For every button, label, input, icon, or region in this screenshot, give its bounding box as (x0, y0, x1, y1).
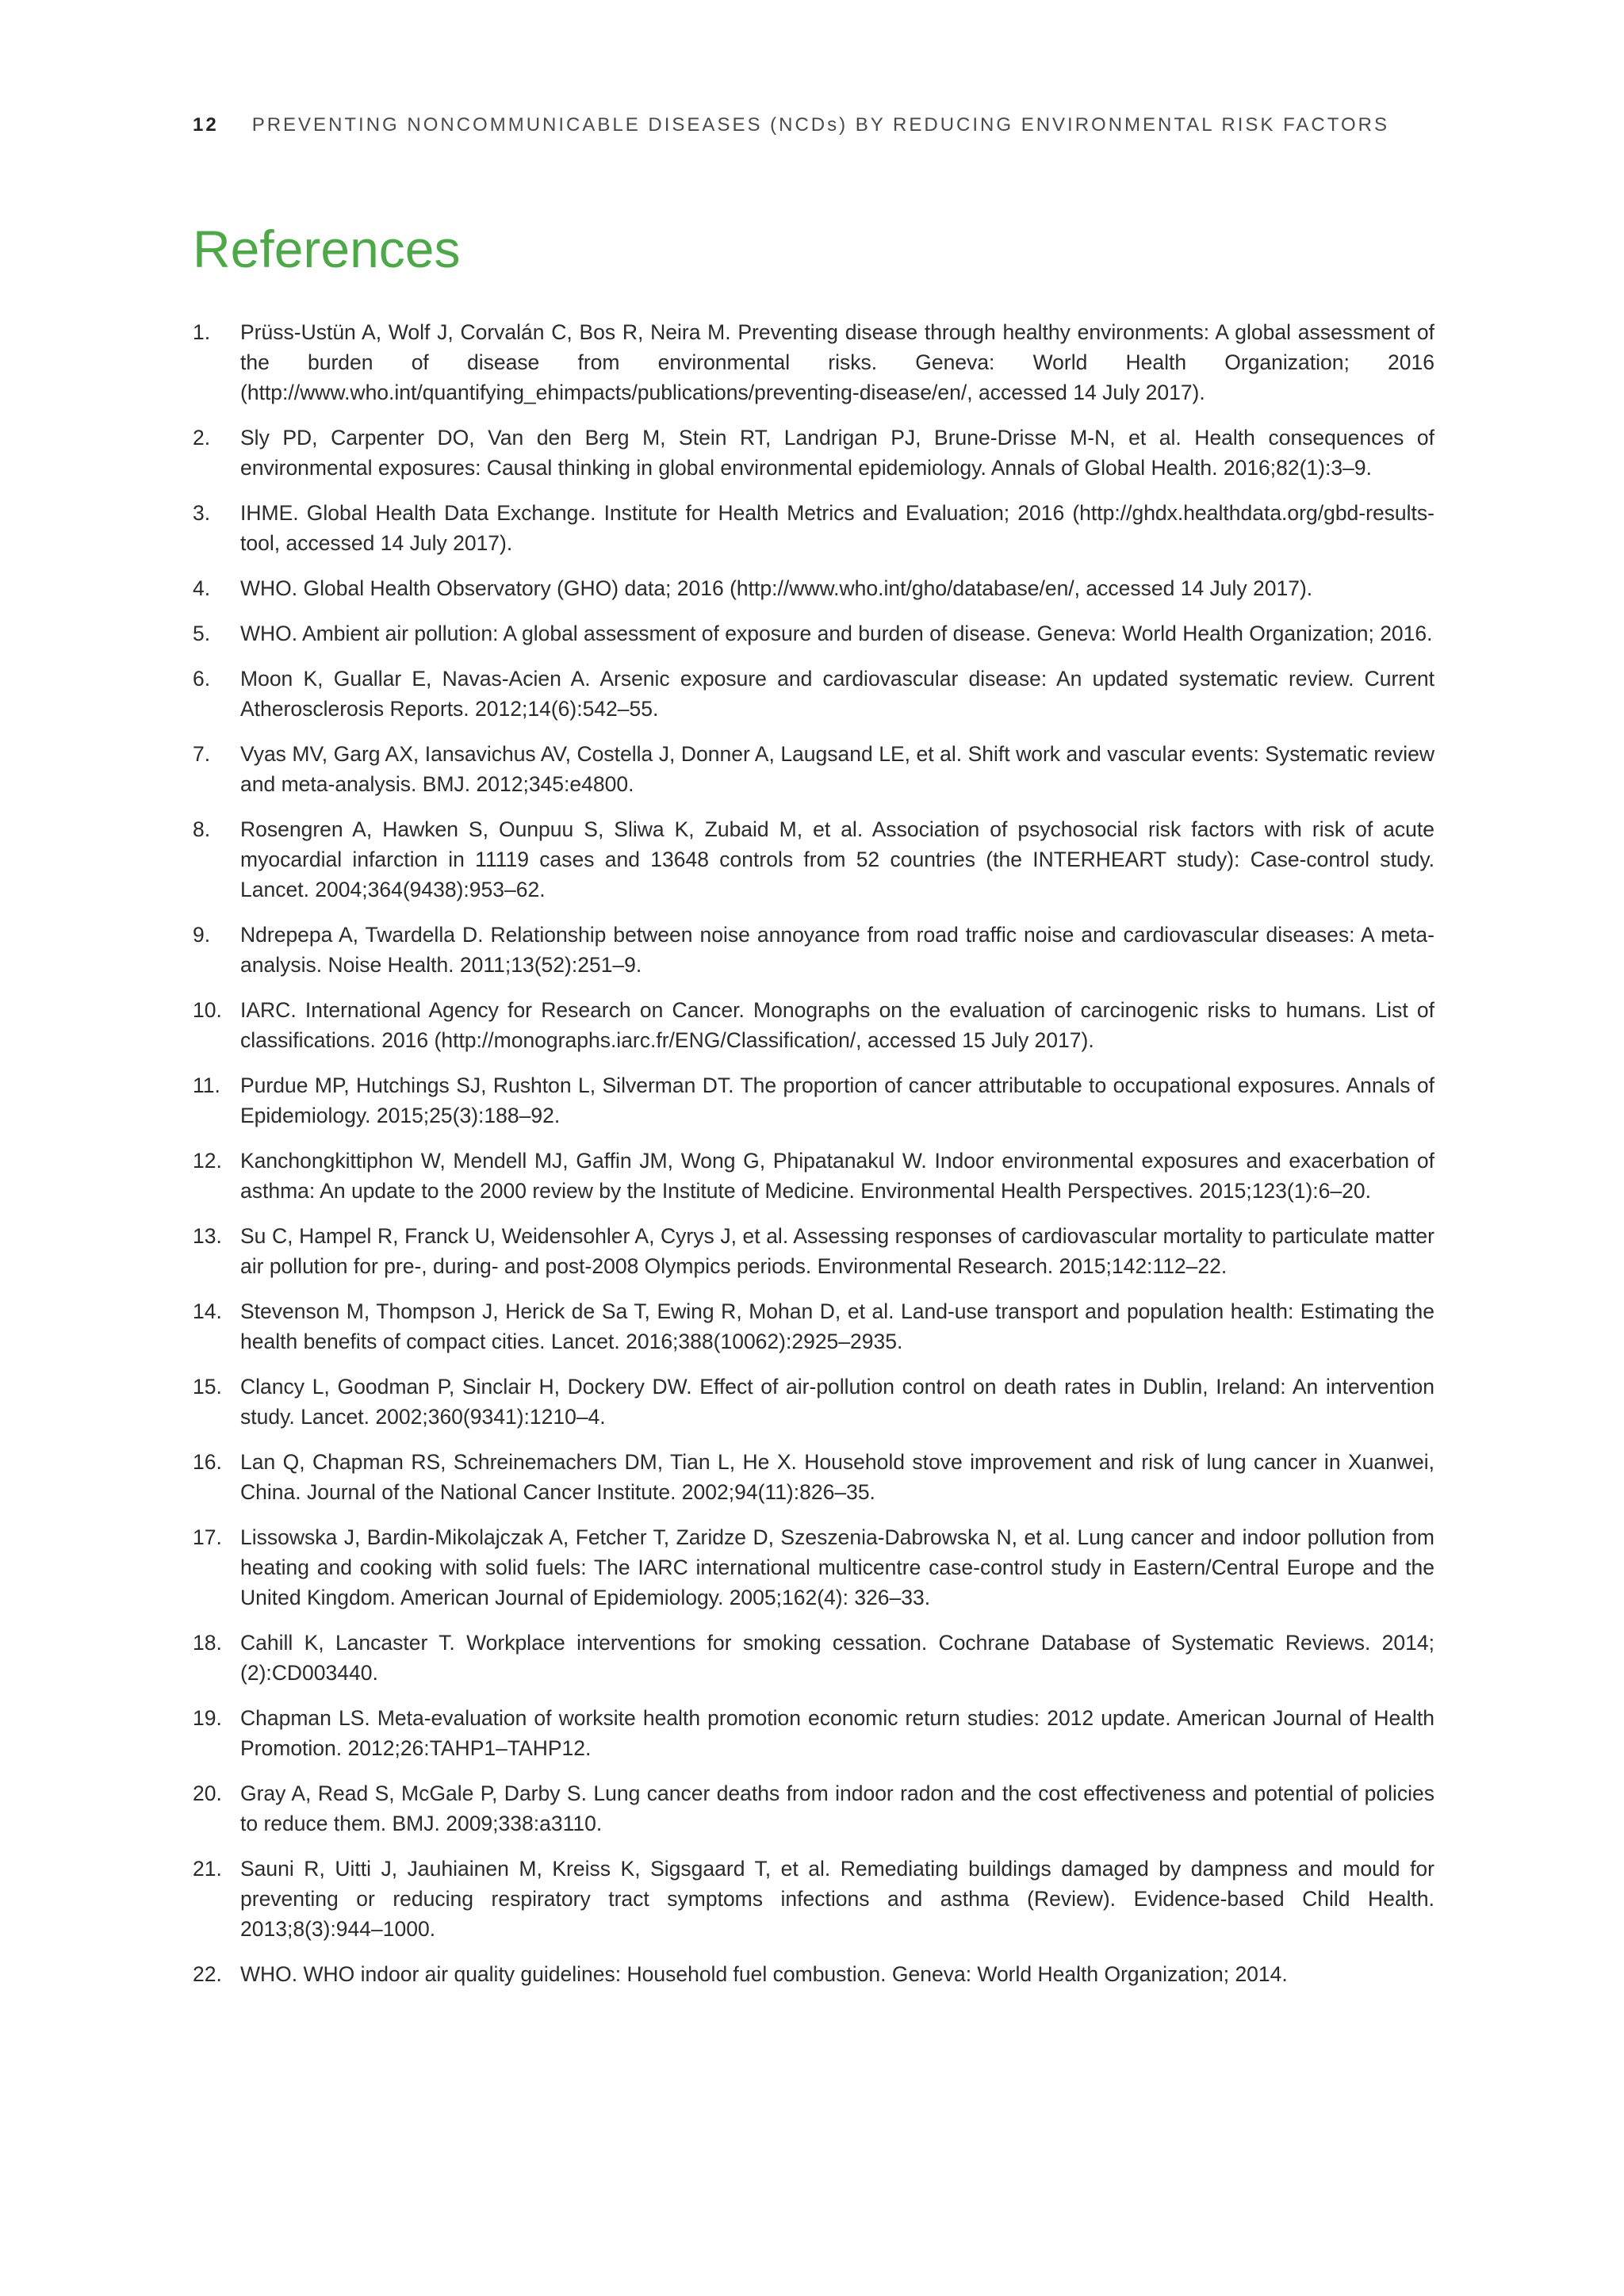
reference-item (193, 1221, 1434, 1281)
reference-item (193, 618, 1434, 649)
reference-number: 14. (193, 1299, 222, 1323)
reference-item (193, 739, 1434, 799)
reference-text: Stevenson M, Thompson J, Herick de Sa T, Ewing R, Mohan D, et al. Land-use transport and population health: Estimating the health benefits of compact cities. Lancet. 2016;388(10062):2925–2935. (240, 1299, 1434, 1353)
reference-text: Clancy L, Goodman P, Sinclair H, Dockery DW. Effect of air-pollution control on death rates in Dublin, Ireland: An intervention study. Lancet. 2002;360(9341):1210–4. (240, 1375, 1434, 1429)
reference-number: 2. (193, 426, 211, 450)
reference-item (193, 1854, 1434, 1944)
reference-text: Sauni R, Uitti J, Jauhiainen M, Kreiss K, Sigsgaard T, et al. Remediating buildings damaged by dampness and mould for preventing or reducing respiratory tract symptoms infections and asthma (Review). Evidence-based Child Health. 2013;8(3):944–1000. (240, 1857, 1434, 1941)
reference-text: Rosengren A, Hawken S, Ounpuu S, Sliwa K, Zubaid M, et al. Association of psychosocial risk factors with risk of acute myocardial infarction in 11119 cases and 13648 controls from 52 countries (the INTERHEART study): Case-control study. Lancet. 2004;364(9438):953–62. (240, 817, 1434, 901)
reference-item (193, 1447, 1434, 1507)
reference-text: Lan Q, Chapman RS, Schreinemachers DM, Tian L, He X. Household stove improvement and risk of lung cancer in Xuanwei, China. Journal of the National Cancer Institute. 2002;94(11):826–35. (240, 1450, 1434, 1504)
reference-item (193, 573, 1434, 603)
reference-number: 17. (193, 1525, 222, 1549)
reference-item (193, 1959, 1434, 1989)
reference-item (193, 1296, 1434, 1357)
reference-text: Chapman LS. Meta-evaluation of worksite health promotion economic return studies: 2012 update. American Journal of Health Promotion. 2012;26:TAHP1–TAHP12. (240, 1706, 1434, 1760)
reference-number: 8. (193, 817, 211, 841)
reference-text: Ndrepepa A, Twardella D. Relationship between noise annoyance from road traffic noise and cardiovascular diseases: A meta-analysis. Noise Health. 2011;13(52):251–9. (240, 923, 1434, 977)
reference-number: 3. (193, 501, 211, 525)
reference-item (193, 1703, 1434, 1763)
reference-text: WHO. Global Health Observatory (GHO) data; 2016 (http://www.who.int/gho/database/en/, accessed 14 July 2017). (240, 576, 1313, 600)
reference-text: Prüss-Ustün A, Wolf J, Corvalán C, Bos R, Neira M. Preventing disease through healthy environments: A global assessment of the burden of disease from environmental risks. Geneva: World Health Organization; 2016 (http://www.who.int/quantifying_ehimpacts/publications/preventing-disease/en/, accessed 14 July 2017). (240, 320, 1434, 404)
reference-text: Sly PD, Carpenter DO, Van den Berg M, Stein RT, Landrigan PJ, Brune-Drisse M-N, et al. Health consequences of environmental exposures: Causal thinking in global environmental epidemiology. Annals of Global Health. 2016;82(1):3–9. (240, 426, 1434, 480)
reference-item (193, 1372, 1434, 1432)
section-title: References (193, 220, 461, 278)
reference-text: Su C, Hampel R, Franck U, Weidensohler A, Cyrys J, et al. Assessing responses of cardiovascular mortality to particulate matter air pollution for pre-, during- and post-2008 Olympics periods. Environmental Research. 2015;142:112–22. (240, 1224, 1434, 1278)
reference-number: 10. (193, 998, 222, 1022)
reference-text: Cahill K, Lancaster T. Workplace interventions for smoking cessation. Cochrane Database of Systematic Reviews. 2014;(2):CD003440. (240, 1631, 1434, 1685)
reference-text: IHME. Global Health Data Exchange. Institute for Health Metrics and Evaluation; 2016 (http://ghdx.healthdata.org/gbd-results-tool, accessed 14 July 2017). (240, 501, 1434, 555)
reference-number: 6. (193, 667, 211, 691)
reference-text: Kanchongkittiphon W, Mendell MJ, Gaffin JM, Wong G, Phipatanakul W. Indoor environmental exposures and exacerbation of asthma: An update to the 2000 review by the Institute of Medicine. Environmental Health Perspectives. 2015;123(1):6–20. (240, 1149, 1434, 1203)
reference-number: 22. (193, 1962, 222, 1986)
reference-item (193, 1778, 1434, 1839)
reference-number: 15. (193, 1375, 222, 1399)
reference-number: 9. (193, 923, 211, 947)
reference-item (193, 1146, 1434, 1206)
reference-number: 11. (193, 1073, 220, 1097)
reference-text: WHO. WHO indoor air quality guidelines: Household fuel combustion. Geneva: World Health Organization; 2014. (240, 1962, 1288, 1986)
reference-item (193, 498, 1434, 558)
reference-item (193, 1070, 1434, 1131)
reference-number: 19. (193, 1706, 222, 1730)
reference-item (193, 1522, 1434, 1613)
reference-item (193, 814, 1434, 905)
page-number: 12 (193, 114, 219, 136)
reference-text: Moon K, Guallar E, Navas-Acien A. Arsenic exposure and cardiovascular disease: An updated systematic review. Current Atherosclerosis Reports. 2012;14(6):542–55. (240, 667, 1434, 721)
reference-item (193, 317, 1434, 408)
reference-item (193, 995, 1434, 1055)
reference-number: 13. (193, 1224, 222, 1248)
reference-item (193, 1628, 1434, 1688)
reference-item (193, 920, 1434, 980)
reference-text: Purdue MP, Hutchings SJ, Rushton L, Silverman DT. The proportion of cancer attributable to occupational exposures. Annals of Epidemiology. 2015;25(3):188–92. (240, 1073, 1434, 1127)
reference-number: 21. (193, 1857, 222, 1881)
running-title: PREVENTING NONCOMMUNICABLE DISEASES (NCDs) BY REDUCING ENVIRONMENTAL RISK FACTORS (251, 114, 1389, 136)
reference-item (193, 423, 1434, 483)
reference-item (193, 664, 1434, 724)
reference-text: Lissowska J, Bardin-Mikolajczak A, Fetcher T, Zaridze D, Szeszenia-Dabrowska N, et al. Lung cancer and indoor pollution from heating and cooking with solid fuels: The IARC international multicentre case-control study in Eastern/Central Europe and the United Kingdom. American Journal of Epidemiology. 2005;162(4): 326–33. (240, 1525, 1434, 1609)
reference-text: Vyas MV, Garg AX, Iansavichus AV, Costella J, Donner A, Laugsand LE, et al. Shift work and vascular events: Systematic review and meta-analysis. BMJ. 2012;345:e4800. (240, 742, 1434, 796)
reference-text: Gray A, Read S, McGale P, Darby S. Lung cancer deaths from indoor radon and the cost effectiveness and potential of policies to reduce them. BMJ. 2009;338:a3110. (240, 1781, 1434, 1835)
reference-number: 16. (193, 1450, 222, 1474)
reference-number: 4. (193, 576, 211, 600)
reference-number: 12. (193, 1149, 222, 1173)
reference-text: IARC. International Agency for Research on Cancer. Monographs on the evaluation of carcinogenic risks to humans. List of classifications. 2016 (http://monographs.iarc.fr/ENG/Classification/, accessed 15 July 2017). (240, 998, 1434, 1052)
reference-text: WHO. Ambient air pollution: A global assessment of exposure and burden of disease. Geneva: World Health Organization; 2016. (240, 622, 1433, 645)
reference-number: 5. (193, 622, 211, 645)
reference-number: 7. (193, 742, 211, 766)
running-header (193, 114, 1389, 136)
reference-number: 1. (193, 320, 211, 344)
reference-number: 18. (193, 1631, 222, 1655)
reference-list (193, 317, 1434, 2004)
reference-number: 20. (193, 1781, 222, 1805)
